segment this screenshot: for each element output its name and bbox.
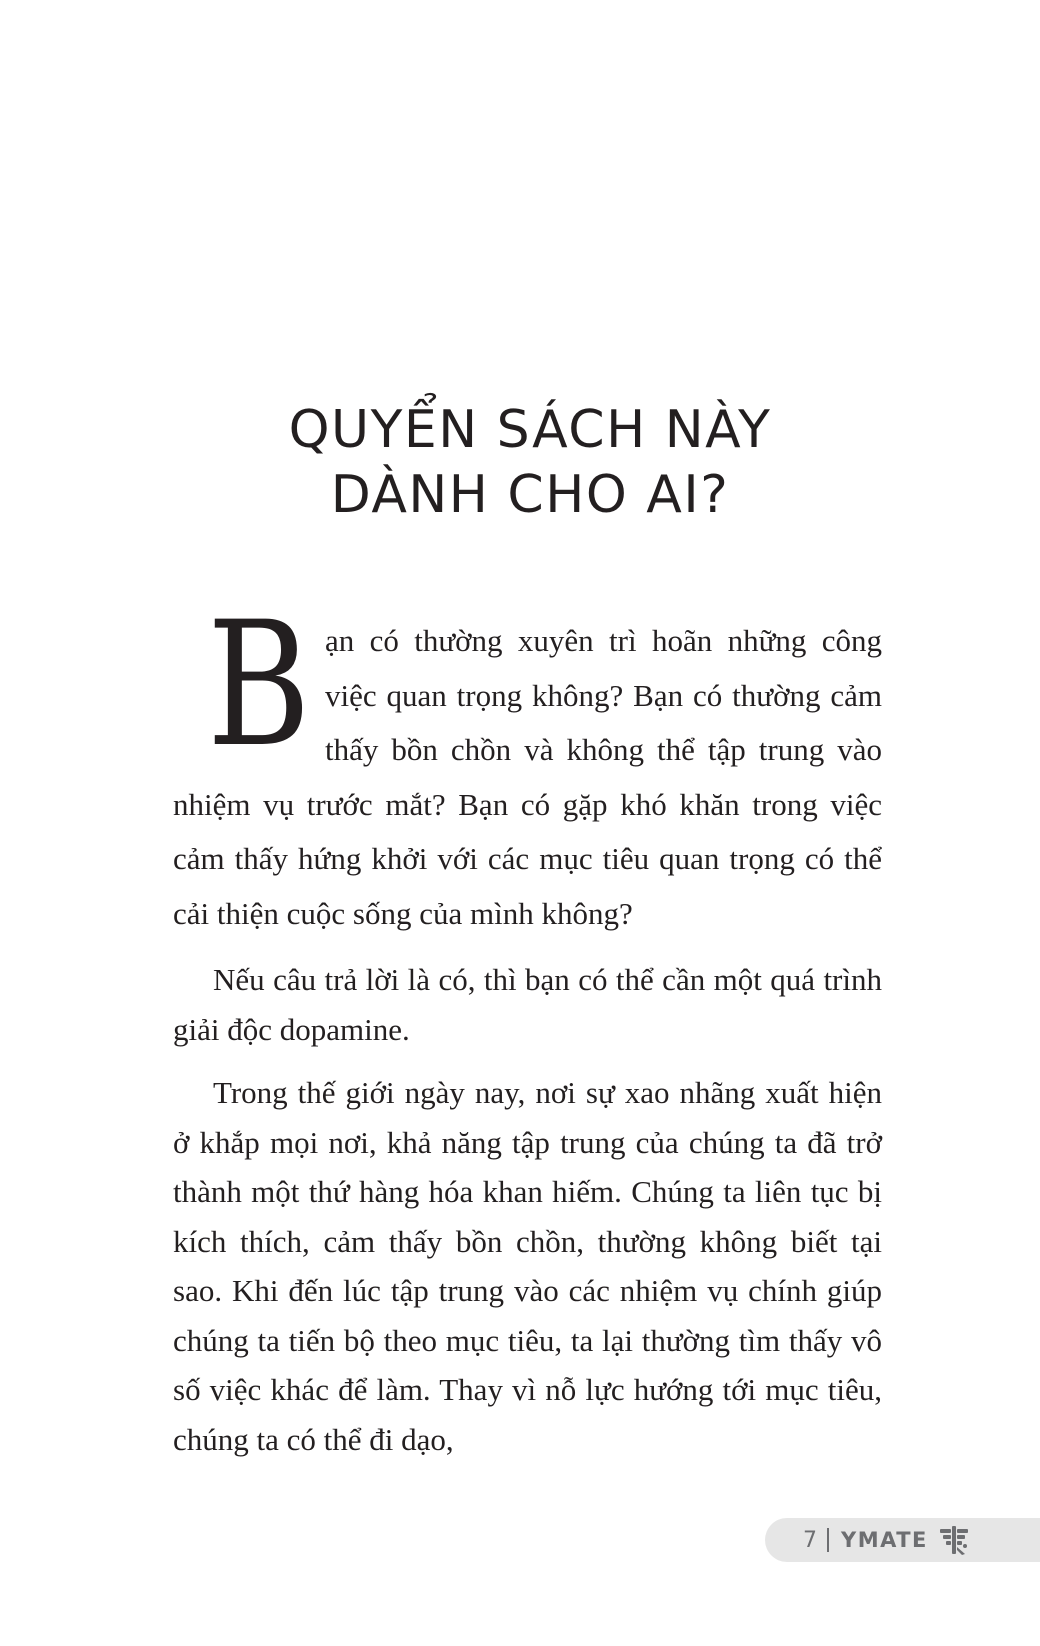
paragraph-1	[173, 584, 882, 941]
page-number: 7	[803, 1527, 817, 1553]
ymate-logo-icon	[938, 1524, 970, 1556]
body-text	[173, 584, 882, 1464]
chapter-title-line-2: DÀNH CHO AI?	[330, 465, 730, 525]
footer-content	[803, 1518, 970, 1562]
page-footer-tab	[765, 1518, 1040, 1562]
footer-divider	[827, 1528, 829, 1552]
brand-name: YMATE	[841, 1528, 928, 1552]
chapter-title-line-1: QUYỂN SÁCH NÀY	[288, 400, 772, 460]
paragraph-3: Trong thế giới ngày nay, nơi sự xao nhãng xuất hiện ở khắp mọi nơi, khả năng tập trung của chúng ta đã trở thành một thứ hàng hóa khan hiếm. Chúng ta liên tục bị kích thích, cảm thấy bồn chồn, thường không biết tại sao. Khi đến lúc tập trung vào các nhiệm vụ chính giúp chúng ta tiến bộ theo mục tiêu, ta lại thường tìm thấy vô số việc khác để làm. Thay vì nỗ lực hướng tới mục tiêu, chúng ta có thể đi dạo,	[173, 1075, 882, 1457]
drop-cap: B	[207, 584, 311, 785]
paragraph-1-text: ạn có thường xuyên trì hoãn những công việc quan trọng không? Bạn có thường cảm thấy bồn chồn và không thể tập trung vào nhiệm vụ trước mắt? Bạn có gặp khó khăn trong việc cảm thấy hứng khởi với các mục tiêu quan trọng có thể cải thiện cuộc sống của mình không?	[173, 623, 882, 931]
paragraph-2: Nếu câu trả lời là có, thì bạn có thể cần một quá trình giải độc dopamine.	[173, 962, 882, 1047]
chapter-title	[0, 398, 1040, 528]
